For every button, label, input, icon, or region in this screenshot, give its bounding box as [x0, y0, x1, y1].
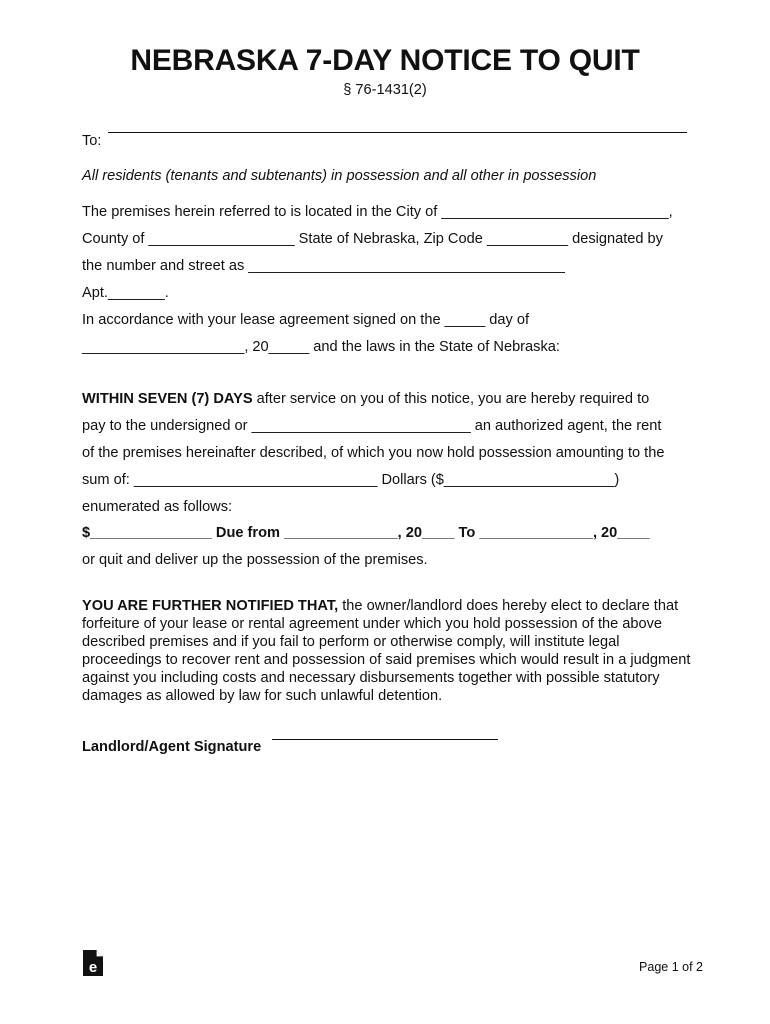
- recipients-text: All residents (tenants and subtenants) in possession and all other in possession: [82, 168, 597, 184]
- document-title: NEBRASKA 7-DAY NOTICE TO QUIT: [130, 44, 640, 77]
- premises-street-line: the number and street as _______________________________________: [82, 258, 565, 274]
- demand-lead: WITHIN SEVEN (7) DAYS: [82, 391, 253, 407]
- demand-due-line: $_______________ Due from ______________, 20____ To ______________, 20____: [82, 525, 650, 541]
- demand-line-1: [82, 391, 649, 408]
- demand-line-2: pay to the undersigned or ___________________________ an authorized agent, the rent: [82, 418, 662, 434]
- further-notice-lead: YOU ARE FURTHER NOTIFIED THAT,: [82, 598, 339, 614]
- demand-line-1-rest: after service on you of this notice, you are hereby required to: [252, 391, 650, 407]
- signature-label: Landlord/Agent Signature: [82, 739, 262, 755]
- demand-line-3: of the premises hereinafter described, of which you now hold possession amounting to the: [82, 445, 665, 461]
- premises-city-line: The premises herein referred to is located in the City of ____________________________,: [82, 204, 673, 220]
- lease-signed-line: In accordance with your lease agreement signed on the _____ day of: [82, 312, 530, 328]
- further-notice-paragraph: [82, 597, 692, 705]
- demand-quit-line: or quit and deliver up the possession of the premises.: [82, 552, 428, 568]
- further-notice-body: the owner/landlord does hereby elect to declare that forfeiture of your lease or rental agreement under which you hold possession of the above described premises and if you fail to perform or otherwise comply, will institute legal proceedings to recover rent and possession of said premises which would result in a judgment against you including costs and necessary disbursements together with possible statutory damages as allowed by law for such unlawful detention.: [82, 598, 691, 704]
- premises-apt-line: Apt._______.: [82, 285, 169, 301]
- premises-county-line: County of __________________ State of Nebraska, Zip Code __________ designated by: [82, 231, 663, 247]
- demand-enumerated-line: enumerated as follows:: [82, 499, 233, 515]
- statute-reference: § 76-1431(2): [343, 82, 427, 98]
- page-number: Page 1 of 2: [639, 960, 703, 974]
- to-label: To:: [82, 133, 102, 149]
- demand-sum-line: sum of: ______________________________ Dollars ($_____________________): [82, 472, 620, 488]
- to-recipient-field[interactable]: [108, 132, 687, 133]
- signature-field[interactable]: [272, 739, 498, 740]
- lease-date-line: ____________________, 20_____ and the laws in the State of Nebraska:: [82, 339, 560, 355]
- eforms-logo-icon: [82, 949, 104, 977]
- svg-text:e: e: [88, 959, 98, 976]
